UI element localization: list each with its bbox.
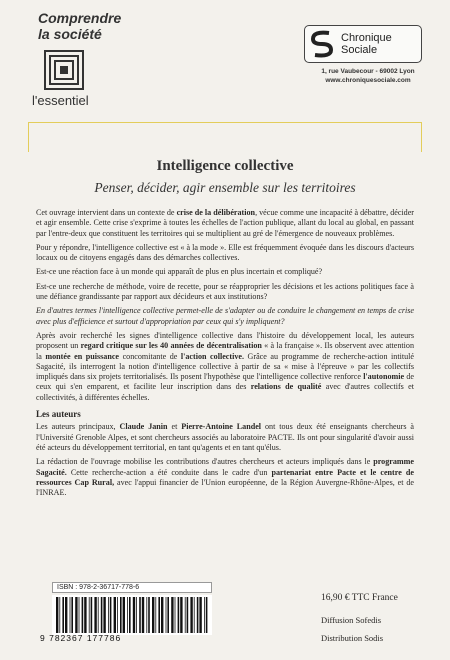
publisher-website: www.chroniquesociale.com bbox=[325, 77, 411, 84]
series-title-line2: la société bbox=[38, 26, 102, 42]
publisher-logo-box bbox=[304, 25, 422, 63]
authors-heading: Les auteurs bbox=[36, 409, 81, 420]
barcode-icon bbox=[52, 595, 212, 635]
price: 16,90 € TTC France bbox=[321, 593, 398, 603]
book-title: Intelligence collective bbox=[156, 158, 294, 174]
paragraph-4: Est-ce une recherche de méthode, voire de recette, pour se réapproprier les décisions et les actions politiques face à une défiance grandissante par rapport aux décideurs et aux institutions? bbox=[36, 281, 414, 302]
publisher-address-line1: 1, rue Vaubecour - 69002 Lyon bbox=[321, 68, 415, 75]
right-divider bbox=[421, 122, 422, 152]
series-title bbox=[38, 10, 121, 42]
paragraph-2: Pour y répondre, l'intelligence collective est « à la mode ». Elle est fréquemment évoquée dans les discours d'acteurs locaux ou de citoyens engagés dans des démarches collectives. bbox=[36, 242, 414, 263]
publisher-name-line1: Chronique bbox=[341, 32, 392, 44]
barcode-block bbox=[40, 575, 240, 653]
book-subtitle: Penser, décider, agir ensemble sur les territoires bbox=[94, 180, 356, 195]
back-cover-text bbox=[36, 208, 414, 502]
top-divider bbox=[28, 122, 422, 123]
distribution: Distribution Sodis bbox=[321, 633, 384, 643]
publisher-logo-icon bbox=[309, 29, 335, 59]
authors-paragraph-1: Les auteurs principaux, Claude Janin et Pierre-Antoine Landel ont tous deux été enseignants chercheurs à l'Université Grenoble Alpes, et sont chercheurs associés au laboratoire PACTE. Ils ont pour singularité d'avoir aussi été acteurs du développement territorial, en tant qu'agents et en tant qu'élus. bbox=[36, 422, 415, 452]
barcode-number: 9 782367 177786 bbox=[40, 633, 122, 643]
diffusion: Diffusion Sofedis bbox=[321, 615, 382, 625]
paragraph-3: Est-ce une réaction face à un monde qui apparaît de plus en plus incertain et compliqué? bbox=[36, 267, 323, 277]
paragraph-1: Cet ouvrage intervient dans un contexte de crise de la délibération, vécue comme une incapacité à débattre, décider et agir ensemble. Cette crise s'exprime à toutes les échelles de l'action publique, allant du local au global, en passant par l'entre-deux que constituent les territoires qui se multiplient au gré de l'émergence de nouveaux problèmes. bbox=[36, 208, 415, 238]
publisher-name-line2: Sociale bbox=[341, 44, 378, 56]
paragraph-5: En d'autres termes l'intelligence collective permet-elle de s'adapter ou de conduire le changement en temps de crise avec plus d'efficience et surtout d'appropriation par ceux qui s'y impliquent? bbox=[36, 306, 414, 326]
authors-paragraph-2: La rédaction de l'ouvrage mobilise les contributions d'autres chercheurs et acteurs impliqués dans le programme Sagacité. Cette recherche-action a été conduite dans le cadre d'un partenariat entre Pacte et le centre de ressources Cap Rural, avec l'appui financier de l'Union européenne, de la Région Auvergne-Rhône-Alpes, et de l'INRAE. bbox=[36, 457, 414, 498]
isbn: ISBN : 978-2-36717-778-6 bbox=[52, 582, 212, 593]
left-divider bbox=[28, 122, 29, 152]
series-name: l'essentiel bbox=[32, 93, 89, 108]
publisher-name bbox=[341, 32, 392, 56]
publisher-address bbox=[298, 67, 438, 85]
paragraph-6: Après avoir recherché les signes d'intelligence collective dans l'histoire du développement local, les auteurs proposent un regard critique sur les 40 années de décentralisation « à la française ». Ils observent avec attention la montée en puissance concomitante de l'action collective. Grâce au programme de recherche-action intitulé Sagacité, ils interrogent la notion d'intelligence collective à partir de sa « mise à l'épreuve » par les collectifs impliqués dans six projets territorialisés. Ils posent l'hypothèse que l'intelligence collective renforce l'autonomie de ceux qui s'en emparent, et facilite leur inscription dans des relations de qualité avec d'autres collectifs et collectivités, à différentes échelles. bbox=[36, 330, 415, 402]
series-title-line1: Comprendre bbox=[38, 10, 122, 26]
series-logo-icon bbox=[44, 50, 84, 90]
